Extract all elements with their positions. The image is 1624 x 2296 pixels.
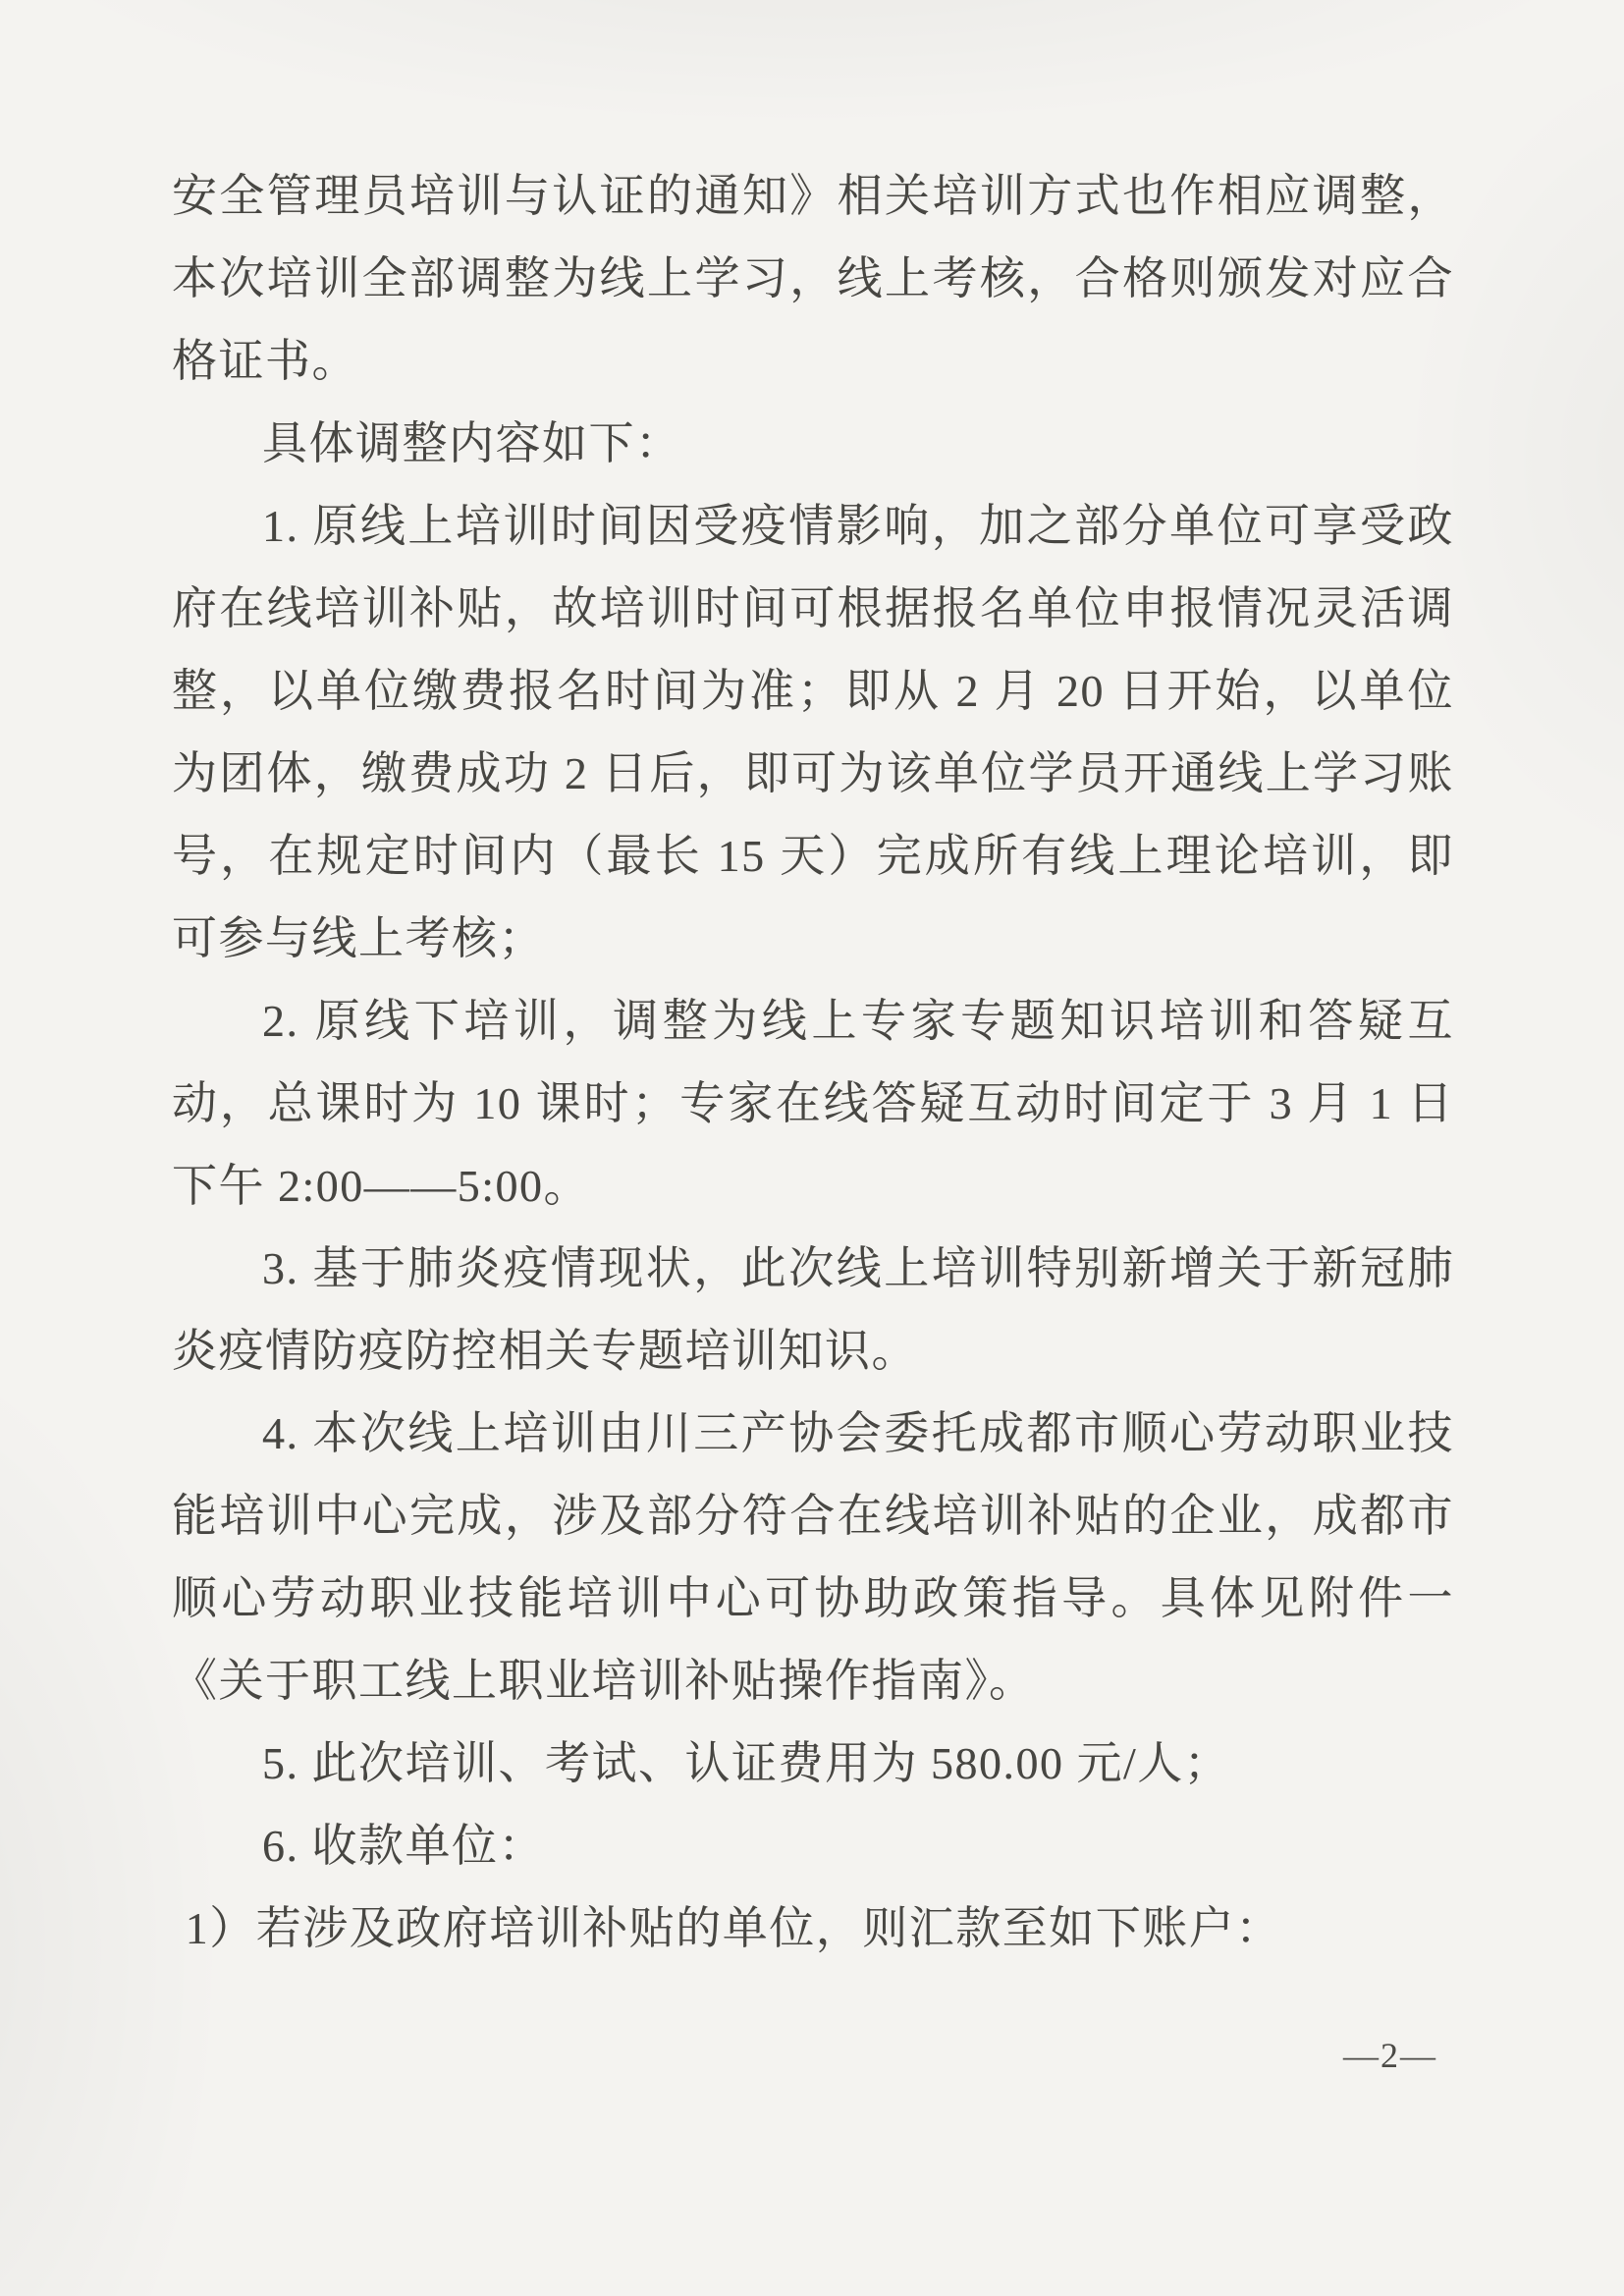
page-number: —2— — [1343, 2036, 1437, 2075]
paragraph: 6. 收款单位： — [262, 1821, 545, 1871]
paragraph: 2. 原线下培训，调整为线上专家专题知识培训和答疑互动，总课时为 10 课时；专家在线答疑互动时间定于 3 月 1 日下午 2:00——5:00。 — [172, 996, 1454, 1211]
paragraph: 具体调整内容如下： — [262, 418, 682, 468]
paragraph: 5. 此次培训、考试、认证费用为 580.00 元/人； — [262, 1738, 1231, 1788]
paragraph: 1. 原线上培训时间因受疫情影响，加之部分单位可享受政府在线培训补贴，故培训时间可根据报名单位申报情况灵活调整，以单位缴费报名时间为准；即从 2 月 20 日开始，以单位为团体，缴费成功 2 日后，即可为该单位学员开通线上学习账号，在规定时间内（最长 15 天）完成所有线上理论培训，即可参与线上考核； — [172, 501, 1454, 963]
paragraph: 1）若涉及政府培训补贴的单位，则汇款至如下账户： — [185, 1903, 1282, 1953]
paragraph: 4. 本次线上培训由川三产协会委托成都市顺心劳动职业技能培训中心完成，涉及部分符合在线培训补贴的企业，成都市顺心劳动职业技能培训中心可协助政策指导。具体见附件一《关于职工线上职业培训补贴操作指南》。 — [172, 1408, 1454, 1706]
document-body — [172, 155, 1454, 1970]
paragraph: 3. 基于肺炎疫情现状，此次线上培训特别新增关于新冠肺炎疫情防疫防控相关专题培训知识。 — [172, 1243, 1454, 1376]
paragraph: 安全管理员培训与认证的通知》相关培训方式也作相应调整，本次培训全部调整为线上学习，线上考核，合格则颁发对应合格证书。 — [172, 171, 1454, 386]
